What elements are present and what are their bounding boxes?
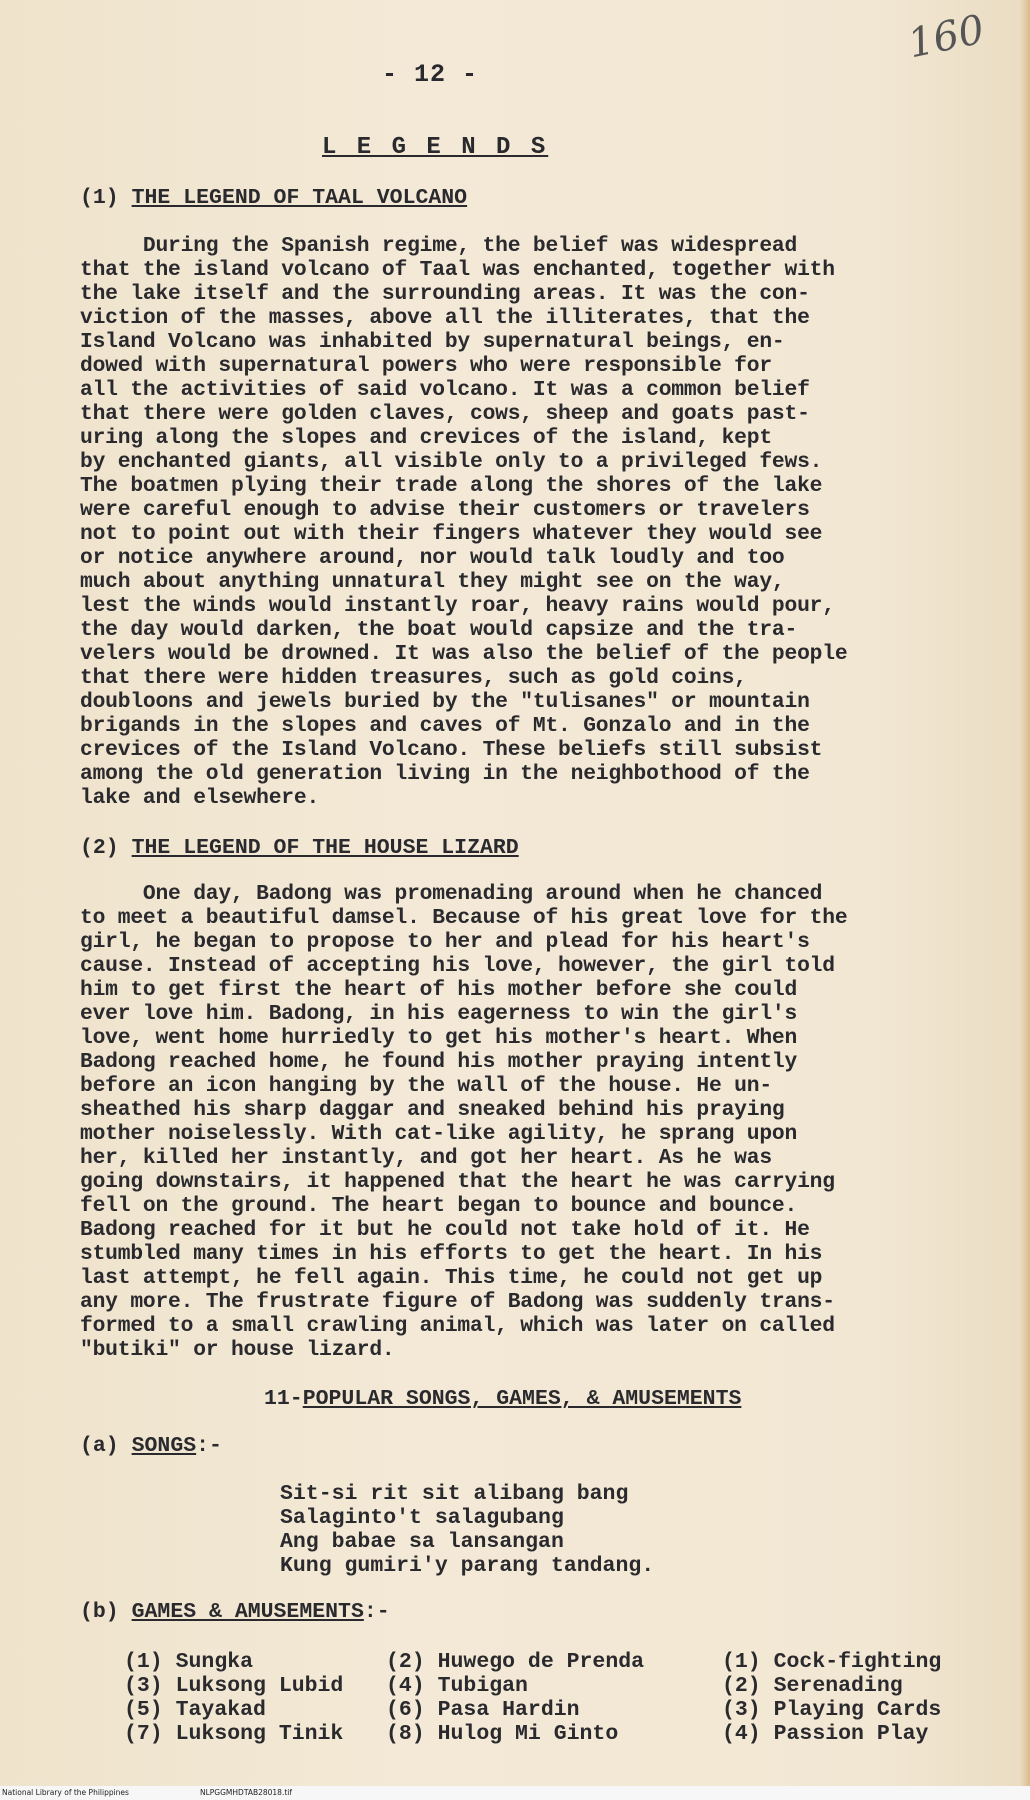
page-number: - 12 - (382, 60, 479, 89)
text-line: doubloons and jewels buried by the "tulisanes" or mountain (80, 690, 810, 714)
text-line: lest the winds would instantly roar, heavy rains would pour, (80, 594, 835, 618)
text-line: crevices of the Island Volcano. These beliefs still subsist (80, 738, 823, 762)
text-line: formed to a small crawling animal, which was later on called (80, 1314, 835, 1338)
paper-edge (1020, 0, 1030, 1800)
text-line: brigands in the slopes and caves of Mt. Gonzalo and in the (80, 714, 810, 738)
songs-heading: (a) SONGS:- (80, 1434, 222, 1458)
game-item: (3) Playing Cards (722, 1698, 942, 1722)
text-line: girl, he began to propose to her and plead for his heart's (80, 930, 810, 954)
text-line: viction of the masses, above all the illiterates, that the (80, 306, 810, 330)
game-item: (5) Tayakad (124, 1698, 266, 1722)
section-2-number: (2) (80, 836, 119, 860)
text-line: going downstairs, it happened that the heart he was carrying (80, 1170, 835, 1194)
text-line: cause. Instead of accepting his love, however, the girl told (80, 954, 835, 978)
game-item: (2) Huwego de Prenda (386, 1650, 645, 1674)
games-label: GAMES & AMUSEMENTS (131, 1600, 364, 1624)
game-item: (7) Luksong Tinik (124, 1722, 344, 1746)
text-line: the lake itself and the surrounding areas. It was the con- (80, 282, 810, 306)
section-3-title: POPULAR SONGS, GAMES, & AMUSEMENTS (302, 1387, 742, 1411)
song-line: Ang babae sa lansangan (280, 1530, 564, 1554)
text-line: sheathed his sharp daggar and sneaked behind his praying (80, 1098, 785, 1122)
game-item: (4) Passion Play (722, 1722, 929, 1746)
text-line: fell on the ground. The heart began to bounce and bounce. (80, 1194, 798, 1218)
song-line: Salaginto't salagubang (280, 1506, 564, 1530)
text-line: much about anything unnatural they might see on the way, (80, 570, 785, 594)
section-3-heading (264, 1387, 741, 1411)
text-line: uring along the slopes and crevices of the island, kept (80, 426, 772, 450)
footer-filename: NLPGGMHDTAB28018.tif (200, 1788, 293, 1797)
section-2-body (80, 882, 847, 1362)
text-line: that there were golden claves, cows, sheep and goats past- (80, 402, 810, 426)
section-3-prefix: 11- (264, 1387, 303, 1411)
song-line: Kung gumiri'y parang tandang. (280, 1554, 655, 1578)
text-line: to meet a beautiful damsel. Because of his great love for the (80, 906, 848, 930)
game-item: (3) Luksong Lubid (124, 1674, 344, 1698)
text-line: stumbled many times in his efforts to get the heart. In his (80, 1242, 823, 1266)
songs-label: SONGS (131, 1434, 197, 1458)
section-2-title: THE LEGEND OF THE HOUSE LIZARD (131, 836, 519, 860)
text-line: or notice anywhere around, nor would talk loudly and too (80, 546, 785, 570)
song-line: Sit-si rit sit alibang bang (280, 1482, 629, 1506)
section-1-number: (1) (80, 186, 119, 210)
text-line: among the old generation living in the neighbothood of the (80, 762, 810, 786)
text-line: Badong reached home, he found his mother praying intently (80, 1050, 798, 1074)
text-line: him to get first the heart of his mother before she could (80, 978, 798, 1002)
game-item: (8) Hulog Mi Ginto (386, 1722, 619, 1746)
text-line: The boatmen plying their trade along the shores of the lake (80, 474, 823, 498)
section-1-title: THE LEGEND OF TAAL VOLCANO (131, 186, 468, 210)
game-item: (2) Serenading (722, 1674, 903, 1698)
page-title: L E G E N D S (322, 134, 549, 161)
text-line: love, went home hurriedly to get his mother's heart. When (80, 1026, 798, 1050)
text-line: velers would be drowned. It was also the belief of the people (80, 642, 848, 666)
text-line: by enchanted giants, all visible only to a privileged fews. (80, 450, 823, 474)
text-line: One day, Badong was promenading around when he chanced (80, 882, 823, 906)
text-line: all the activities of said volcano. It was a common belief (80, 378, 810, 402)
text-line: before an icon hanging by the wall of the house. He un- (80, 1074, 772, 1098)
footer-library: National Library of the Philippines (2, 1788, 129, 1797)
text-line: lake and elsewhere. (80, 786, 320, 810)
section-1-body (80, 234, 847, 810)
text-line: mother noiselessly. With cat-like agility, he sprang upon (80, 1122, 798, 1146)
game-item: (1) Cock-fighting (722, 1650, 942, 1674)
song-lyrics (280, 1482, 654, 1578)
text-line: that there were hidden treasures, such as gold coins, (80, 666, 747, 690)
game-item: (1) Sungka (124, 1650, 254, 1674)
games-heading: (b) GAMES & AMUSEMENTS:- (80, 1600, 390, 1624)
text-line: Island Volcano was inhabited by supernatural beings, en- (80, 330, 785, 354)
section-2-heading (80, 836, 519, 860)
text-line: dowed with supernatural powers who were responsible for (80, 354, 772, 378)
section-1-heading (80, 186, 467, 210)
text-line: any more. The frustrate figure of Badong was suddenly trans- (80, 1290, 835, 1314)
text-line: the day would darken, the boat would capsize and the tra- (80, 618, 798, 642)
text-line: During the Spanish regime, the belief was widespread (80, 234, 798, 258)
text-line: her, killed her instantly, and got her heart. As he was (80, 1146, 772, 1170)
text-line: were careful enough to advise their customers or travelers (80, 498, 810, 522)
text-line: last attempt, he fell again. This time, he could not get up (80, 1266, 823, 1290)
game-item: (6) Pasa Hardin (386, 1698, 580, 1722)
text-line: that the island volcano of Taal was enchanted, together with (80, 258, 835, 282)
text-line: ever love him. Badong, in his eagerness to win the girl's (80, 1002, 798, 1026)
text-line: not to point out with their fingers whatever they would see (80, 522, 823, 546)
text-line: "butiki" or house lizard. (80, 1338, 395, 1362)
handwritten-page-number: 160 (904, 6, 989, 68)
text-line: Badong reached for it but he could not take hold of it. He (80, 1218, 810, 1242)
game-item: (4) Tubigan (386, 1674, 528, 1698)
scan-footer (0, 1786, 1030, 1800)
